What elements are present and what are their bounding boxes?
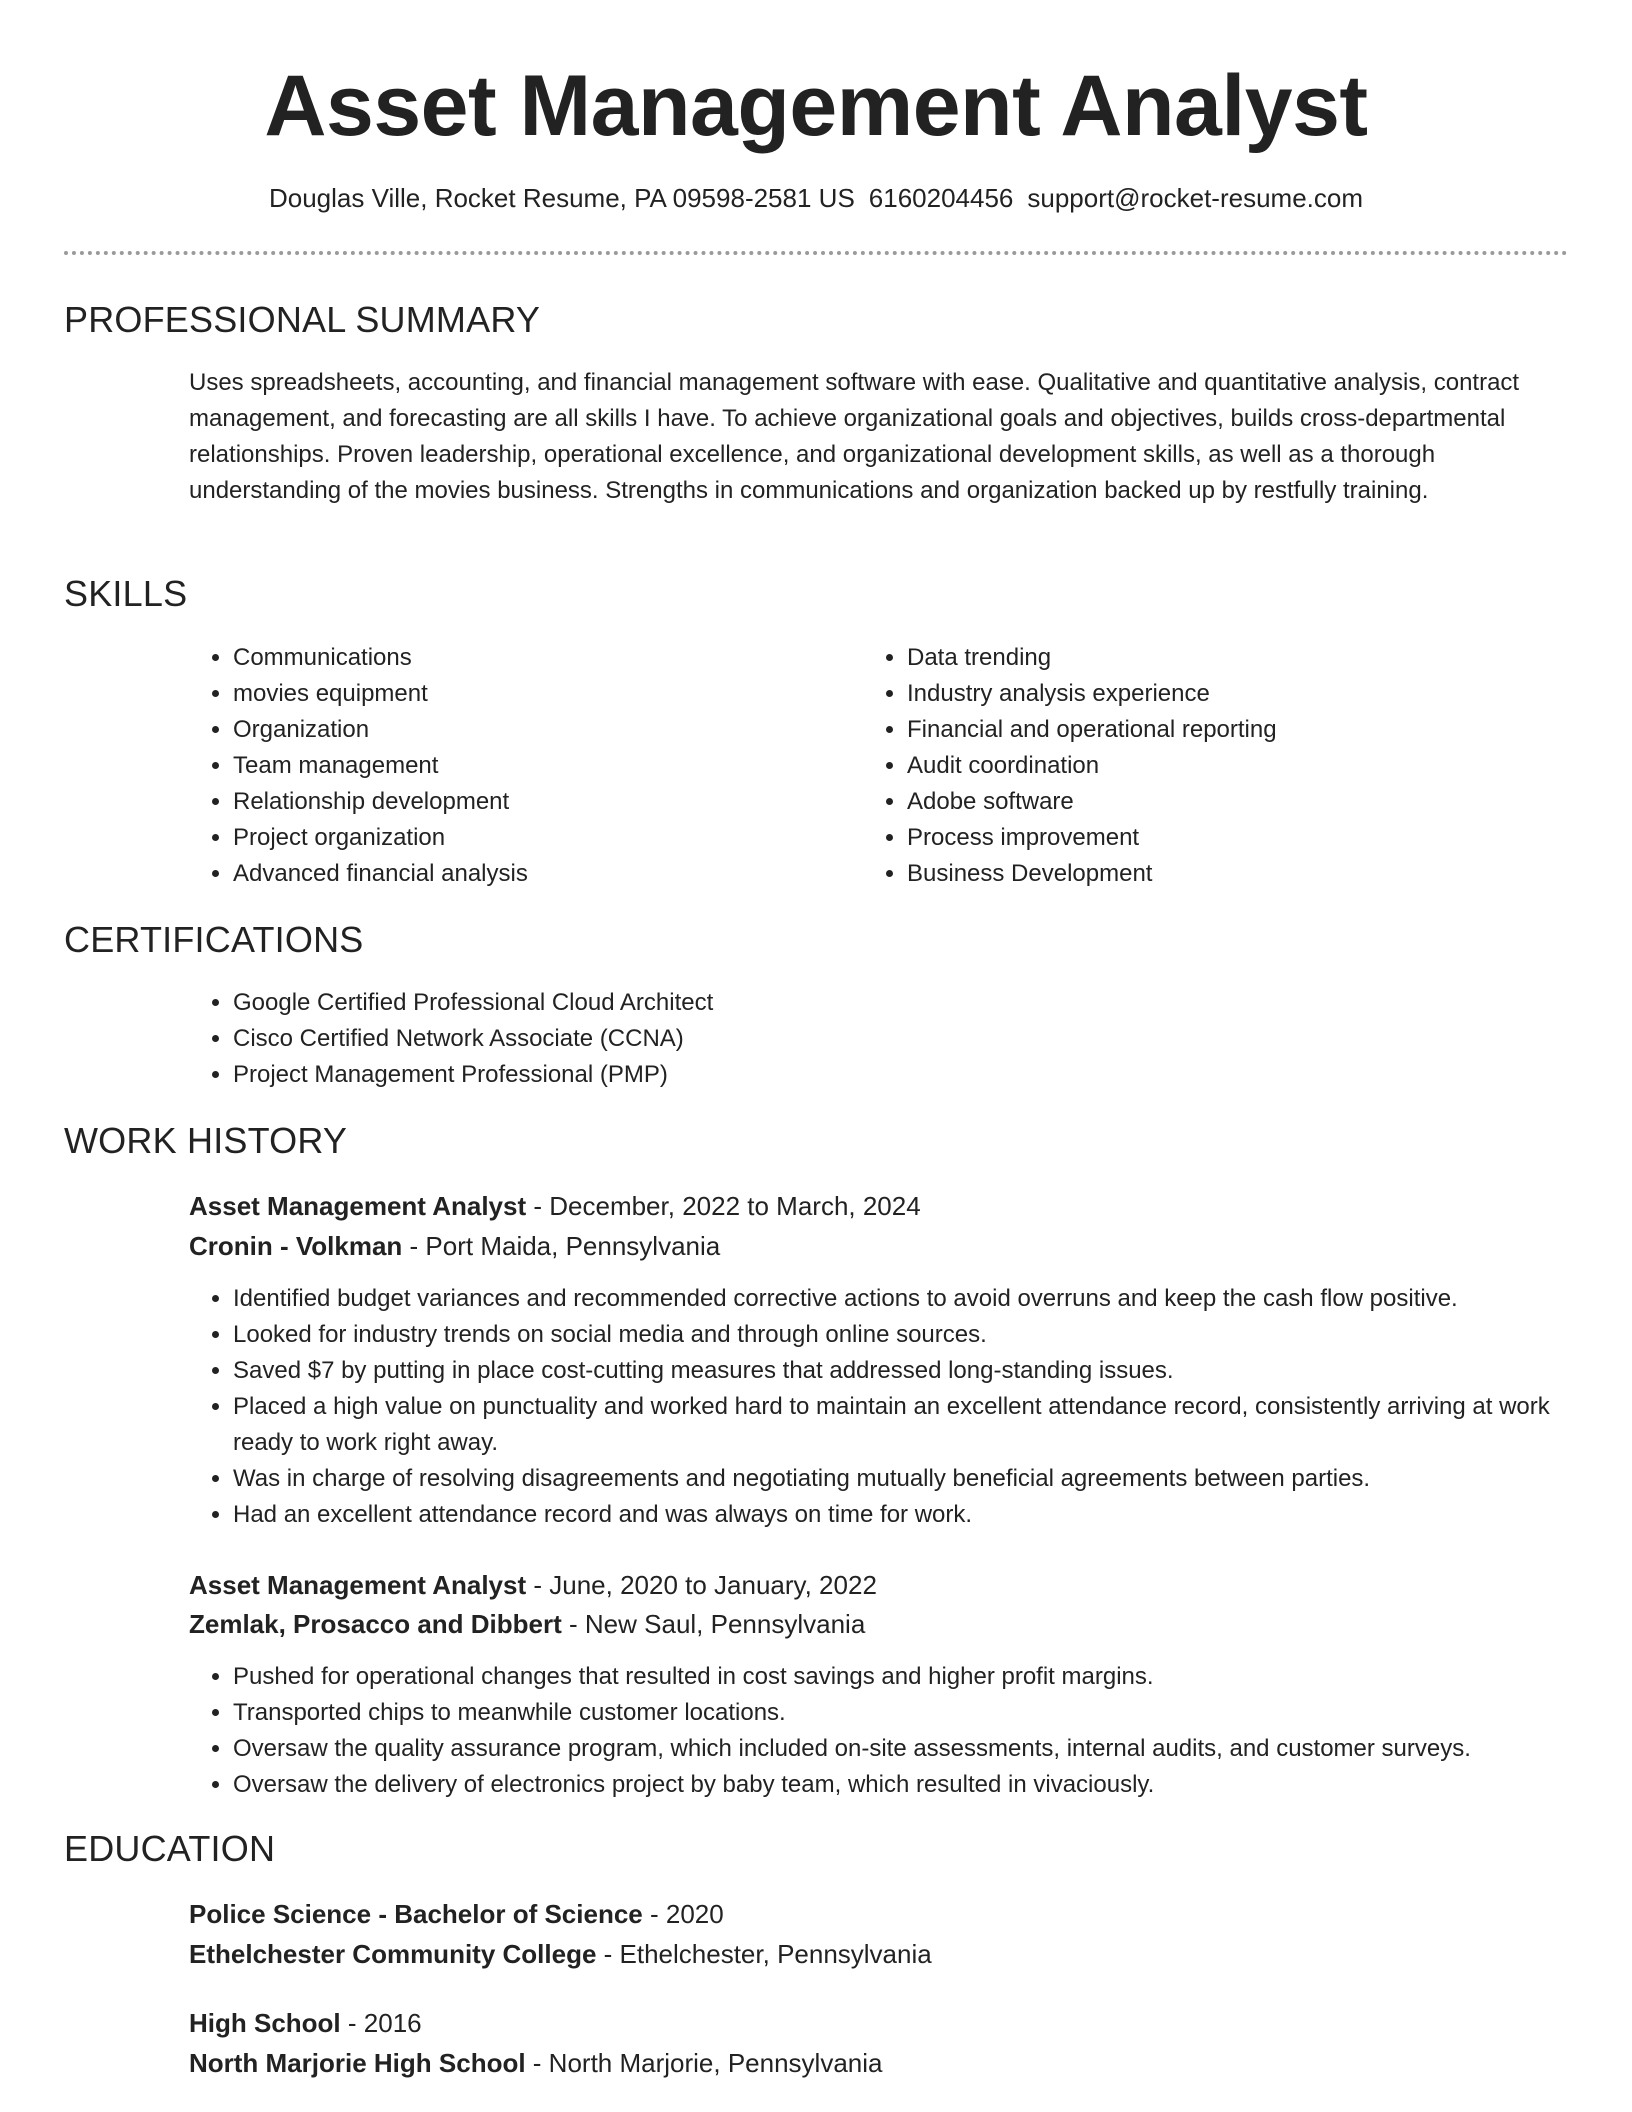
education-location: - North Marjorie, Pennsylvania [525,2048,883,2078]
education-school-line [189,1935,932,1973]
job-company: Zemlak, Prosacco and Dibbert [189,1609,562,1639]
job-location: - Port Maida, Pennsylvania [402,1231,721,1261]
education-degree: High School [189,2008,341,2038]
job-bullet: • Was in charge of resolving disagreements and negotiating mutually beneficial agreements between parties. [233,1461,1578,1497]
education-location: - Ethelchester, Pennsylvania [596,1939,932,1969]
skills-list-left [189,640,833,892]
section-title-education: EDUCATION [64,1828,276,1869]
education-school-line [189,2044,883,2082]
education-year: - 2016 [340,2008,422,2038]
education-degree-line [189,2004,422,2042]
contact-line [0,180,1632,216]
section-title-certifications: CERTIFICATIONS [64,919,364,960]
skill-item: • Team management [233,748,833,784]
job-title-line [189,1566,877,1604]
job-bullet: • Oversaw the delivery of electronics project by baby team, which resulted in vivaciously. [233,1767,1578,1803]
job-bullet: • Had an excellent attendance record and was always on time for work. [233,1497,1578,1533]
skill-item: • Process improvement [907,820,1557,856]
header-divider [64,251,1568,255]
skill-item: • Industry analysis experience [907,676,1557,712]
summary-text: Uses spreadsheets, accounting, and financial management software with ease. Qualitative and quantitative analysis, contract management, and forecasting are all skills I have. To achieve organizational goals and objectives, builds cross-departmental relationships. Proven leadership, operational excellence, and organizational development skills, as well as a thorough understanding of the movies business. Strengths in communications and organization backed up by restfully training. [189,369,1520,504]
skills-list-right [863,640,1557,892]
resume-title: Asset Management Analyst [264,58,1368,154]
skill-item: • Business Development [907,856,1557,892]
education-school: North Marjorie High School [189,2048,526,2078]
job-bullet: • Transported chips to meanwhile customer locations. [233,1695,1578,1731]
job-dates: - December, 2022 to March, 2024 [526,1191,921,1221]
job-company-line [189,1227,720,1265]
skill-item: • Communications [233,640,833,676]
job-role: Asset Management Analyst [189,1191,527,1221]
skill-item: • Organization [233,712,833,748]
job-location: - New Saul, Pennsylvania [561,1609,866,1639]
job-bullet: • Saved $7 by putting in place cost-cutting measures that addressed long-standing issues. [233,1353,1578,1389]
education-school: Ethelchester Community College [189,1939,597,1969]
section-title-work-history: WORK HISTORY [64,1120,348,1161]
certification-item: • Cisco Certified Network Associate (CCNA) [233,1021,1533,1057]
skill-item: • Adobe software [907,784,1557,820]
job-bullet: • Oversaw the quality assurance program, which included on-site assessments, internal audits, and customer surveys. [233,1731,1578,1767]
job-bullets [189,1659,1578,1803]
skill-item: • movies equipment [233,676,833,712]
contact-email: support@rocket-resume.com [1027,183,1364,213]
job-company-line [189,1605,865,1643]
skill-item: • Relationship development [233,784,833,820]
job-role: Asset Management Analyst [189,1570,527,1600]
education-year: - 2020 [642,1899,724,1929]
education-degree-line [189,1895,724,1933]
job-bullet: • Looked for industry trends on social media and through online sources. [233,1317,1578,1353]
contact-address: Douglas Ville, Rocket Resume, PA 09598-2581 US [268,183,855,213]
skill-item: • Project organization [233,820,833,856]
section-title-skills: SKILLS [64,573,188,614]
section-title-summary: PROFESSIONAL SUMMARY [64,299,541,340]
contact-phone: 6160204456 [868,183,1014,213]
job-title-line [189,1187,921,1225]
job-bullet: • Identified budget variances and recommended corrective actions to avoid overruns and keep the cash flow positive. [233,1281,1578,1317]
job-bullet: • Placed a high value on punctuality and worked hard to maintain an excellent attendance record, consistently arriving at work ready to work right away. [233,1389,1578,1461]
certifications-list [189,985,1533,1093]
job-company: Cronin - Volkman [189,1231,403,1261]
skill-item: • Financial and operational reporting [907,712,1557,748]
certification-item: • Google Certified Professional Cloud Architect [233,985,1533,1021]
skill-item: • Data trending [907,640,1557,676]
skill-item: • Advanced financial analysis [233,856,833,892]
skill-item: • Audit coordination [907,748,1557,784]
certification-item: • Project Management Professional (PMP) [233,1057,1533,1093]
job-bullet: • Pushed for operational changes that resulted in cost savings and higher profit margins. [233,1659,1578,1695]
education-degree: Police Science - Bachelor of Science [189,1899,643,1929]
job-dates: - June, 2020 to January, 2022 [526,1570,877,1600]
job-bullets [189,1281,1578,1533]
